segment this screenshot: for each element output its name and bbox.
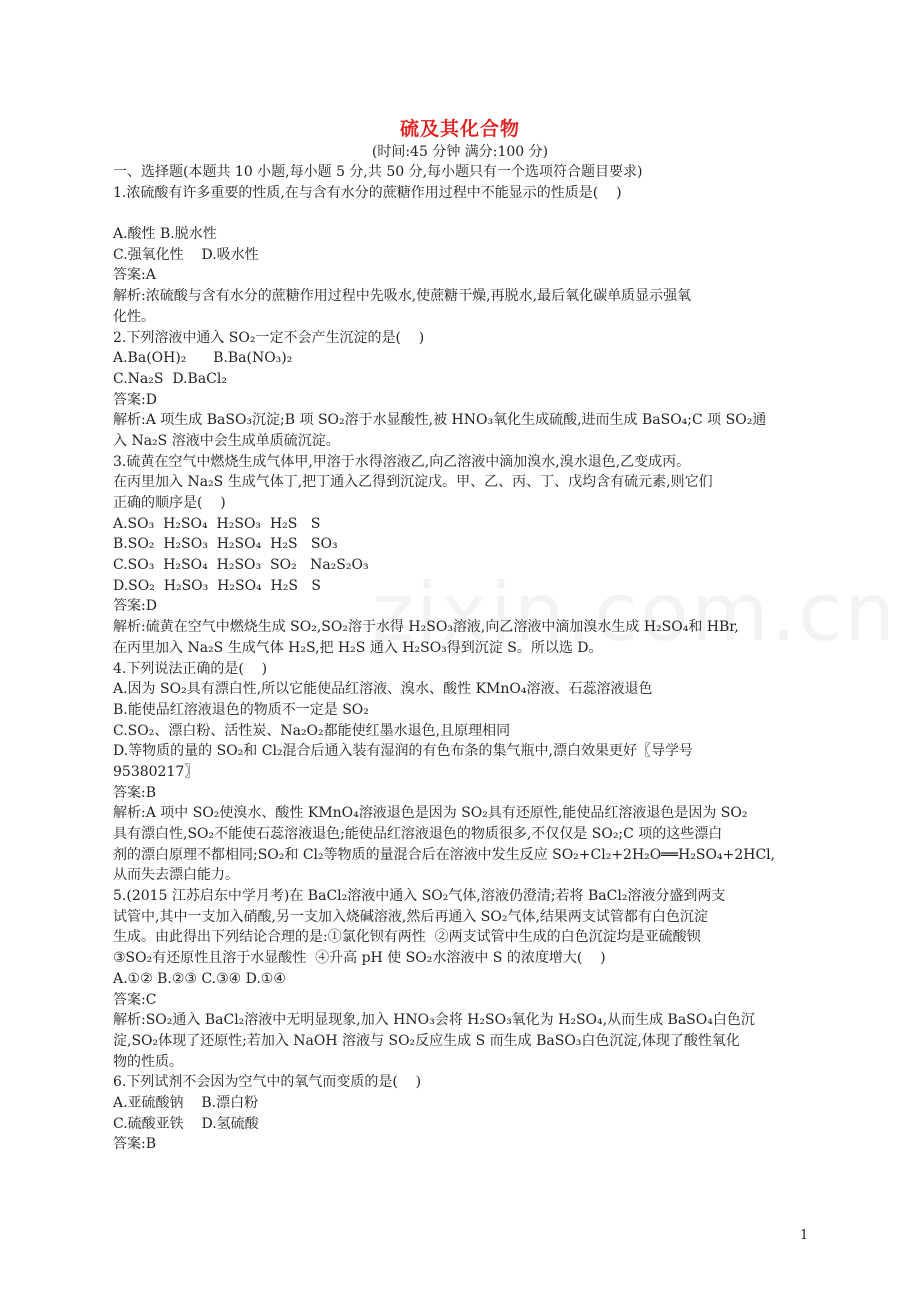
text-line: B.SO₂ H₂SO₃ H₂SO₄ H₂S SO₃ <box>113 536 338 553</box>
text-line: 一、选择题(本题共 10 小题,每小题 5 分,共 50 分,每小题只有一个选项符合题目要求) <box>113 164 643 180</box>
text-line: 2.下列溶液中通入 SO₂一定不会产生沉淀的是( ) <box>113 329 425 346</box>
text-line: 答案:C <box>113 991 157 1008</box>
text-line: 物的性质。 <box>113 1053 183 1070</box>
text-line: 解析:A 项中 SO₂使溴水、酸性 KMnO₄溶液退色是因为 SO₂具有还原性,能使品红溶液退色是因为 SO₂ <box>113 805 748 822</box>
text-line: C.SO₂、漂白粉、活性炭、Na₂O₂都能使红墨水退色,且原理相同 <box>113 722 511 739</box>
text-line: ③SO₂有还原性且溶于水显酸性 ④升高 pH 使 SO₂水溶液中 S 的浓度增大( ) <box>113 950 606 967</box>
text-line: 解析:硫黄在空气中燃烧生成 SO₂,SO₂溶于水得 H₂SO₃溶液,向乙溶液中滴加溴水生成 H₂SO₄和 HBr, <box>113 619 739 636</box>
text-line: B.能使品红溶液退色的物质不一定是 SO₂ <box>113 701 369 718</box>
text-line: 95380217〗 <box>113 763 199 780</box>
text-line: 3.硫黄在空气中燃烧生成气体甲,甲溶于水得溶液乙,向乙溶液中滴加溴水,溴水退色,乙变成丙。 <box>113 453 691 470</box>
text-line: A.SO₃ H₂SO₄ H₂SO₃ H₂S S <box>113 515 321 532</box>
text-line: 淀,SO₂体现了还原性;若加入 NaOH 溶液与 SO₂反应生成 S 而生成 BaSO₃白色沉淀,体现了酸性氧化 <box>113 1032 740 1049</box>
text-line: 在丙里加入 Na₂S 生成气体丁,把丁通入乙得到沉淀戊。甲、乙、丙、丁、戊均含有硫元素,则它们 <box>113 474 713 491</box>
text-line: D.SO₂ H₂SO₃ H₂SO₄ H₂S S <box>113 577 321 594</box>
text-line: 试管中,其中一支加入硝酸,另一支加入烧碱溶液,然后再通入 SO₂气体,结果两支试管都有白色沉淀 <box>113 908 708 925</box>
document-body <box>113 162 813 1155</box>
text-line: 5.(2015 江苏启东中学月考)在 BaCl₂溶液中通入 SO₂气体,溶液仍澄清;若将 BaCl₂溶液分盛到两支 <box>113 888 726 905</box>
text-line: 答案:A <box>113 267 156 284</box>
page-number: 1 <box>800 1228 809 1243</box>
text-line: C.Na₂S D.BaCl₂ <box>113 370 227 387</box>
text-line: 化性。 <box>113 308 155 325</box>
text-line: 在丙里加入 Na₂S 生成气体 H₂S,把 H₂S 通入 H₂SO₃得到沉淀 S。所以选 D。 <box>113 639 603 656</box>
text-line: A.亚硫酸钠 B.漂白粉 <box>113 1094 259 1111</box>
text-line: A.因为 SO₂具有漂白性,所以它能使品红溶液、溴水、酸性 KMnO₄溶液、石蕊溶液退色 <box>113 681 653 698</box>
text-line: C.强氧化性 D.吸水性 <box>113 246 259 263</box>
text-line: 答案:B <box>113 784 157 801</box>
text-line: 答案:D <box>113 598 157 615</box>
text-line: 解析:A 项生成 BaSO₃沉淀;B 项 SO₂溶于水显酸性,被 HNO₃氧化生成硫酸,进而生成 BaSO₄;C 项 SO₂通 <box>113 412 767 429</box>
text-line: A.①② B.②③ C.③④ D.①④ <box>113 970 286 987</box>
text-line: 4.下列说法正确的是( ) <box>113 660 268 677</box>
text-line: 入 Na₂S 溶液中会生成单质硫沉淀。 <box>113 432 340 449</box>
text-line: 6.下列试剂不会因为空气中的氧气而变质的是( ) <box>113 1074 422 1091</box>
text-line: C.SO₃ H₂SO₄ H₂SO₃ SO₂ Na₂S₂O₃ <box>113 557 369 574</box>
text-line: 生成。由此得出下列结论合理的是:①氯化钡有两性 ②两支试管中生成的白色沉淀均是亚硫酸钡 <box>113 929 701 946</box>
text-line: A.酸性 B.脱水性 <box>113 226 217 243</box>
text-line: A.Ba(OH)₂ B.Ba(NO₃)₂ <box>113 350 293 367</box>
text-line: 解析:浓硫酸与含有水分的蔗糖作用过程中先吸水,使蔗糖干燥,再脱水,最后氧化碳单质显示强氧 <box>113 288 692 305</box>
text-line: 从而失去漂白能力。 <box>113 867 239 884</box>
text-line: 答案:B <box>113 1136 157 1153</box>
text-line <box>113 203 813 224</box>
text-line: 正确的顺序是( ) <box>113 495 226 511</box>
text-line: 1.浓硫酸有许多重要的性质,在与含有水分的蔗糖作用过程中不能显示的性质是( ) <box>113 184 622 201</box>
text-line: 答案:D <box>113 391 157 408</box>
text-line: 解析:SO₂通入 BaCl₂溶液中无明显现象,加入 HNO₃会将 H₂SO₃氧化为 H₂SO₄,从而生成 BaSO₄白色沉 <box>113 1012 755 1029</box>
page-subtitle: (时间:45 分钟 满分:100 分) <box>371 144 549 160</box>
text-line: 剂的漂白原理不都相同;SO₂和 Cl₂等物质的量混合后在溶液中发生反应 SO₂+Cl₂+2H₂O══H₂SO₄+2HCl, <box>113 846 776 863</box>
text-line: D.等物质的量的 SO₂和 Cl₂混合后通入装有湿润的有色布条的集气瓶中,漂白效果更好〖导学号 <box>113 743 694 760</box>
page-title: 硫及其化合物 <box>399 118 520 140</box>
text-line: 具有漂白性,SO₂不能使石蕊溶液退色;能使品红溶液退色的物质很多,不仅仅是 SO₂;C 项的这些漂白 <box>113 826 723 842</box>
text-line: C.硫酸亚铁 D.氢硫酸 <box>113 1115 259 1132</box>
